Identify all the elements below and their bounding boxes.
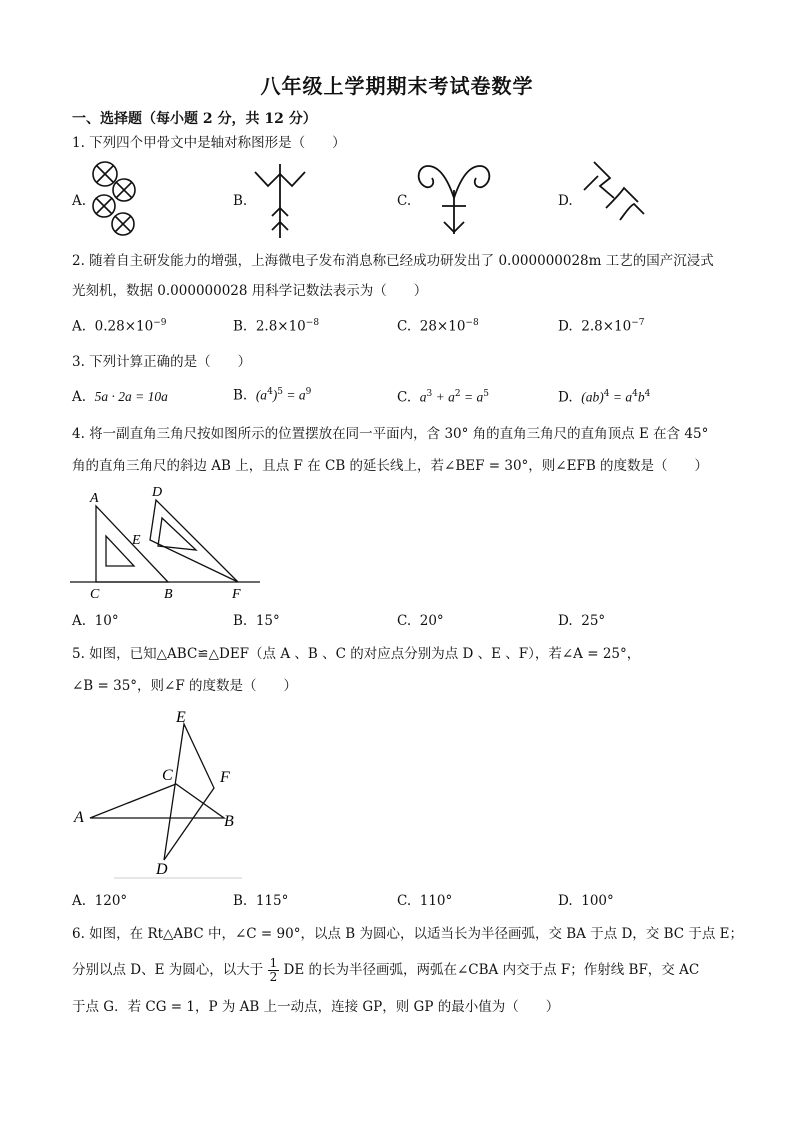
option-value: 20°: [419, 613, 444, 629]
option-value: 110°: [419, 893, 453, 909]
q2-option-a[interactable]: [72, 318, 166, 335]
question-5-line1: 5. 如图，已知△ABC≌△DEF（点 A 、B 、C 的对应点分别为点 D 、E 、F），若∠A = 25°，: [72, 646, 641, 662]
oracle-glyph-horns-icon: [412, 160, 497, 238]
label-e: E: [176, 709, 186, 726]
option-exponent: 4: [632, 389, 638, 399]
option-value: 25°: [581, 613, 606, 629]
option-label: D.: [558, 318, 573, 335]
oracle-glyph-hooks-icon: [580, 160, 650, 228]
q2-option-b[interactable]: [233, 318, 319, 335]
q3-option-d[interactable]: [558, 389, 650, 406]
label-b: B: [224, 813, 234, 830]
oracle-glyph-circles-icon: [88, 158, 138, 240]
option-term: b: [637, 389, 645, 405]
label-a: A: [74, 809, 84, 826]
page-title: 八年级上学期期末考试卷数学: [260, 74, 534, 98]
label-a: A: [90, 491, 99, 506]
option-label: D.: [558, 389, 573, 406]
congruent-triangles-figure: [70, 704, 250, 882]
question-6-line2: [72, 957, 699, 984]
option-exponent: 4: [603, 389, 610, 399]
question-6-line1: 6. 如图，在 Rt△ABC 中，∠C = 90°，以点 B 为圆心，以适当长为半径画弧，交 BA 于点 D，交 BC 于点 E；: [72, 926, 744, 942]
question-6-line3: 于点 G．若 CG = 1，P 为 AB 上一动点，连接 GP，则 GP 的最小值为（ ）: [72, 999, 560, 1015]
q1-option-d-label[interactable]: D.: [558, 193, 573, 209]
question-2-line2: 光刻机，数据 0.000000028 用科学记数法表示为（ ）: [72, 283, 428, 299]
option-term: = a: [609, 389, 633, 405]
triangle-def: [150, 500, 238, 582]
q1-option-a-label[interactable]: A.: [72, 193, 87, 209]
label-f: F: [232, 587, 241, 602]
option-exponent: −8: [465, 318, 479, 328]
option-term: = a: [283, 387, 306, 403]
option-exponent: 5: [483, 389, 489, 399]
option-exponent: 5: [277, 387, 284, 397]
option-value: 115°: [255, 893, 289, 909]
q3-option-a[interactable]: [72, 389, 168, 405]
option-label: B.: [233, 613, 248, 629]
option-label: C.: [397, 318, 412, 335]
option-term: (ab): [581, 389, 604, 405]
label-f: F: [220, 769, 230, 786]
fraction-one-half: [268, 957, 280, 984]
option-value: 100°: [581, 893, 614, 909]
option-label: A.: [72, 893, 87, 909]
option-label: C.: [397, 893, 412, 909]
q4-option-c[interactable]: [397, 613, 444, 629]
option-value: 2.8×10: [255, 318, 306, 335]
text-segment: 分别以点 D、E 为圆心，以大于: [72, 962, 264, 978]
option-value: 15°: [255, 613, 280, 629]
option-exponent: 3: [426, 389, 433, 399]
q2-option-c[interactable]: [397, 318, 479, 335]
q3-option-c[interactable]: [397, 389, 489, 406]
question-4-line2: 角的直角三角尺的斜边 AB 上，且点 F 在 CB 的延长线上，若∠BEF = 30°，则∠EFB 的度数是（ ）: [72, 458, 709, 474]
option-label: B.: [233, 318, 248, 335]
option-value: 10°: [94, 613, 119, 629]
option-label: A.: [72, 613, 87, 629]
question-4-line1: 4. 将一副直角三角尺按如图所示的位置摆放在同一平面内，含 30° 角的直角三角尺的直角顶点 E 在含 45°: [72, 426, 709, 442]
q5-option-c[interactable]: [397, 893, 452, 909]
label-e: E: [132, 533, 141, 548]
q1-option-b-label[interactable]: B.: [233, 193, 248, 209]
option-label: A.: [72, 318, 87, 335]
triangle-abc: [90, 784, 224, 818]
q3-option-b[interactable]: [233, 387, 311, 404]
option-value: 28×10: [419, 318, 466, 335]
option-exponent: 2: [454, 389, 461, 399]
option-term: ): [272, 387, 278, 403]
q4-option-a[interactable]: [72, 613, 119, 629]
q5-option-b[interactable]: [233, 893, 288, 909]
label-d: D: [152, 485, 163, 500]
label-c: C: [90, 587, 100, 602]
label-d: D: [156, 861, 168, 878]
option-term: + a: [432, 389, 455, 405]
q4-option-b[interactable]: [233, 613, 280, 629]
option-value: 2.8×10: [581, 318, 632, 335]
option-term: = a: [460, 389, 484, 405]
option-value: 5a · 2a = 10a: [94, 389, 168, 404]
question-2-line1: 2. 随着自主研发能力的增强，上海微电子发布消息称已经成功研发出了 0.000000028m 工艺的国产沉浸式: [72, 253, 714, 269]
triangle-def: [164, 724, 214, 860]
label-c: C: [162, 767, 173, 784]
oracle-glyph-branches-icon: [250, 160, 310, 240]
option-label: C.: [397, 389, 412, 406]
text-segment: DE 的长为半径画弧，两弧在∠CBA 内交于点 F；作射线 BF，交 AC: [283, 962, 700, 978]
option-label: D.: [558, 893, 573, 909]
fraction-numerator: 1: [269, 956, 278, 970]
q2-option-d[interactable]: [558, 318, 644, 335]
label-b: B: [164, 587, 173, 602]
option-term: a: [419, 389, 427, 405]
option-exponent: 9: [305, 387, 312, 397]
option-label: C.: [397, 613, 412, 629]
option-exponent: −7: [631, 318, 645, 328]
option-label: B.: [233, 893, 248, 909]
question-5-line2: ∠B = 35°，则∠F 的度数是（ ）: [72, 678, 298, 694]
q5-option-d[interactable]: [558, 893, 614, 909]
option-value: 120°: [94, 893, 128, 909]
option-value: 0.28×10: [94, 318, 154, 335]
option-label: D.: [558, 613, 573, 629]
section-heading: 一、选择题（每小题 2 分，共 12 分）: [72, 111, 317, 127]
q1-option-c-label[interactable]: C.: [397, 193, 412, 209]
triangle-abc-inner: [106, 536, 134, 566]
option-exponent: −9: [153, 318, 167, 328]
option-term: (a: [255, 387, 268, 403]
q4-option-d[interactable]: [558, 613, 605, 629]
fraction-denominator: 2: [269, 970, 278, 984]
question-3-stem: 3. 下列计算正确的是（ ）: [72, 354, 252, 370]
option-exponent: −8: [305, 318, 320, 328]
question-1-stem: 1. 下列四个甲骨文中是轴对称图形是（ ）: [72, 135, 346, 151]
option-exponent: 4: [644, 389, 651, 399]
triangle-rulers-figure: [70, 484, 270, 604]
option-label: B.: [233, 387, 248, 404]
option-label: A.: [72, 389, 87, 405]
q5-option-a[interactable]: [72, 893, 127, 909]
option-exponent: 4: [267, 387, 273, 397]
